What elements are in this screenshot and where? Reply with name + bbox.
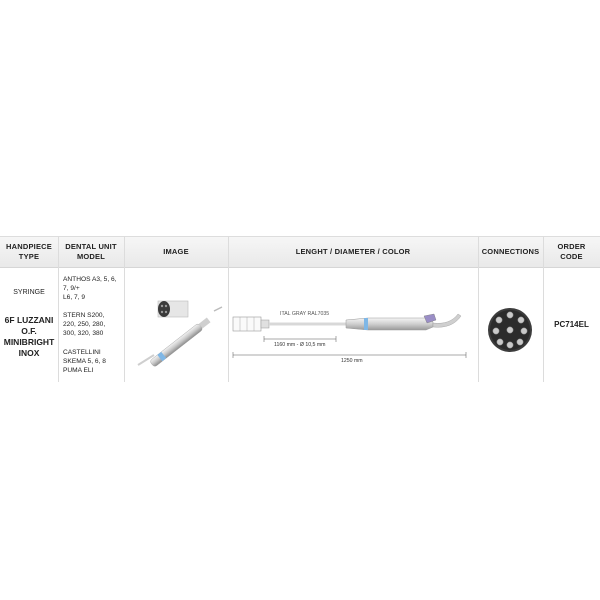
header-handpiece-type	[0, 237, 58, 267]
unit-line: ANTHOS A3, 5, 6,	[63, 276, 117, 283]
header-image: IMAGE	[163, 247, 189, 256]
color-label: ITAL GRAY RAL7035	[280, 311, 330, 317]
handpiece-type-cell	[0, 267, 58, 382]
handpiece-name-line: 6F LUZZANI	[4, 315, 54, 325]
handpiece-name-line: INOX	[18, 348, 40, 358]
unit-line: 7, 9/+	[63, 285, 80, 292]
connections-cell	[478, 267, 543, 382]
handpiece-category: SYRINGE	[13, 289, 45, 296]
hose-connector-icon	[233, 317, 269, 331]
unit-group-stern	[63, 311, 121, 338]
unit-line: PUMA ELI	[63, 367, 94, 374]
handpiece-name-line: O.F.	[21, 326, 37, 336]
handpiece-name-line: MINIBRIGHT	[3, 337, 55, 347]
short-dimension-label: 1160 mm - Ø 10,5 mm	[274, 342, 326, 348]
header-order-line2: CODE	[560, 252, 583, 261]
length-cell	[228, 267, 478, 382]
header-unit-line1: DENTAL UNIT	[65, 242, 117, 251]
handpiece-name	[0, 315, 58, 359]
header-handpiece-line1: HANDPIECE	[6, 242, 52, 251]
product-table	[0, 236, 600, 382]
table-row	[0, 267, 600, 382]
unit-line: SKEMA 5, 6, 8	[63, 358, 106, 365]
unit-line: L6, 7, 9	[63, 294, 85, 301]
header-length-diameter-color: LENGHT / DIAMETER / COLOR	[295, 247, 411, 256]
dental-unit-model-cell	[61, 267, 121, 382]
order-code-cell	[543, 267, 600, 382]
handpiece-icon	[346, 314, 461, 330]
header-connections: CONNECTIONS	[481, 247, 540, 256]
unit-line: 300, 320, 380	[63, 330, 104, 337]
long-dimension-label: 1250 mm	[341, 358, 363, 364]
header-order-code	[543, 237, 600, 267]
connector-face-icon	[478, 267, 543, 382]
handpiece-body-icon	[149, 317, 211, 368]
unit-group-castellini	[63, 348, 121, 375]
unit-line: STERN S200,	[63, 312, 105, 319]
header-order-line1: ORDER	[557, 242, 586, 251]
unit-group-anthos	[63, 275, 121, 302]
header-unit-line2: MODEL	[76, 252, 106, 261]
unit-line: CASTELLINI	[63, 349, 101, 356]
header-dental-unit-model	[58, 237, 124, 267]
length-diagram	[228, 267, 478, 382]
connector-head-icon	[158, 301, 188, 317]
product-image-cell	[124, 267, 228, 382]
order-code: PC714EL	[554, 320, 589, 329]
header-handpiece-line2: TYPE	[18, 252, 40, 261]
syringe-image	[124, 267, 228, 382]
table-header	[0, 236, 600, 268]
unit-line: 220, 250, 280,	[63, 321, 106, 328]
